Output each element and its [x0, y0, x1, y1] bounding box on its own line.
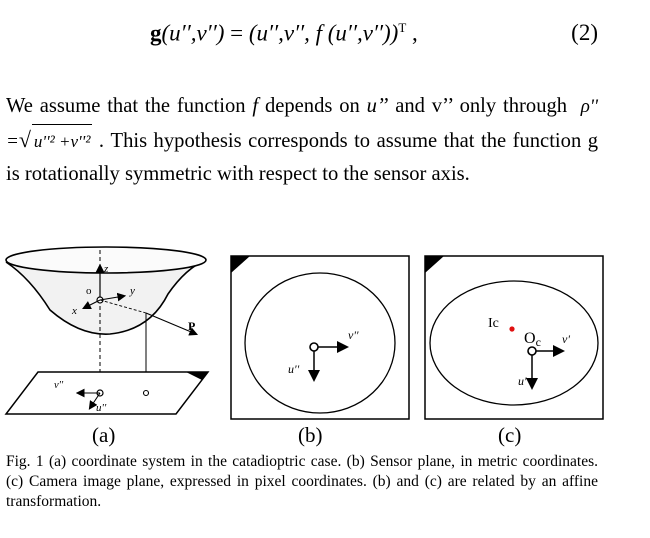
label-u: u''	[288, 362, 300, 376]
projected-point	[144, 391, 149, 396]
eq-lhs-args: (u′′,v′′)	[161, 20, 225, 46]
label-y: y	[130, 285, 135, 297]
label-ic: Ic	[488, 316, 499, 331]
label-x: x	[72, 305, 77, 317]
figure-1	[0, 238, 650, 448]
eq-g: g	[150, 20, 162, 46]
label-v: v'	[562, 332, 570, 346]
equation-body	[150, 20, 418, 47]
figure-caption: Fig. 1 (a) coordinate system in the catadioptric case. (b) Sensor plane, in metric coordinates. (c) Camera image plane, expressed in pixel coordinates. (b) and (c) are related by an affine transformation.	[6, 453, 598, 510]
label-v: v''	[54, 380, 64, 391]
para-u: u’’	[366, 95, 389, 117]
ic-point	[509, 326, 514, 331]
rho-formula: ρ'' =	[6, 96, 598, 152]
para-text-2: depends on	[258, 95, 367, 117]
label-P: P	[188, 319, 196, 333]
sqrt-sign: √	[18, 127, 31, 152]
label-v: v''	[348, 328, 359, 342]
para-text-1: We assume that the function	[6, 95, 253, 117]
para-text-3: and v’’ only through	[388, 95, 574, 117]
label-o: o	[86, 285, 92, 297]
label-b: (b)	[298, 423, 323, 447]
label-a: (a)	[92, 423, 116, 447]
equation-2	[0, 20, 650, 60]
label-u: u'	[518, 374, 527, 388]
eq-rhs: (u′′,v′′, f (u′′,v′′))	[248, 20, 399, 46]
sensor-frame	[231, 256, 409, 419]
label-oc: Oc	[524, 330, 541, 349]
body-paragraph	[6, 90, 598, 191]
label-u: u''	[96, 402, 107, 414]
equation-number: (2)	[571, 20, 598, 45]
para-text-4: . This hypothesis corresponds to assume that the function g is rotationally symmetric with respect to the sensor axis.	[6, 130, 598, 185]
sensor-plane	[6, 372, 208, 414]
panel-c	[424, 255, 604, 420]
panel-a	[0, 238, 220, 433]
eq-sign: =	[224, 20, 249, 46]
para-f: f	[252, 95, 259, 117]
eq-tail: ,	[406, 20, 418, 46]
rho-radicand: u''² +v''²	[32, 124, 93, 158]
center-point	[310, 343, 318, 351]
label-c: (c)	[498, 423, 522, 447]
label-z: z	[104, 263, 109, 275]
eq-transpose: T	[398, 20, 407, 35]
panel-b	[230, 255, 410, 420]
